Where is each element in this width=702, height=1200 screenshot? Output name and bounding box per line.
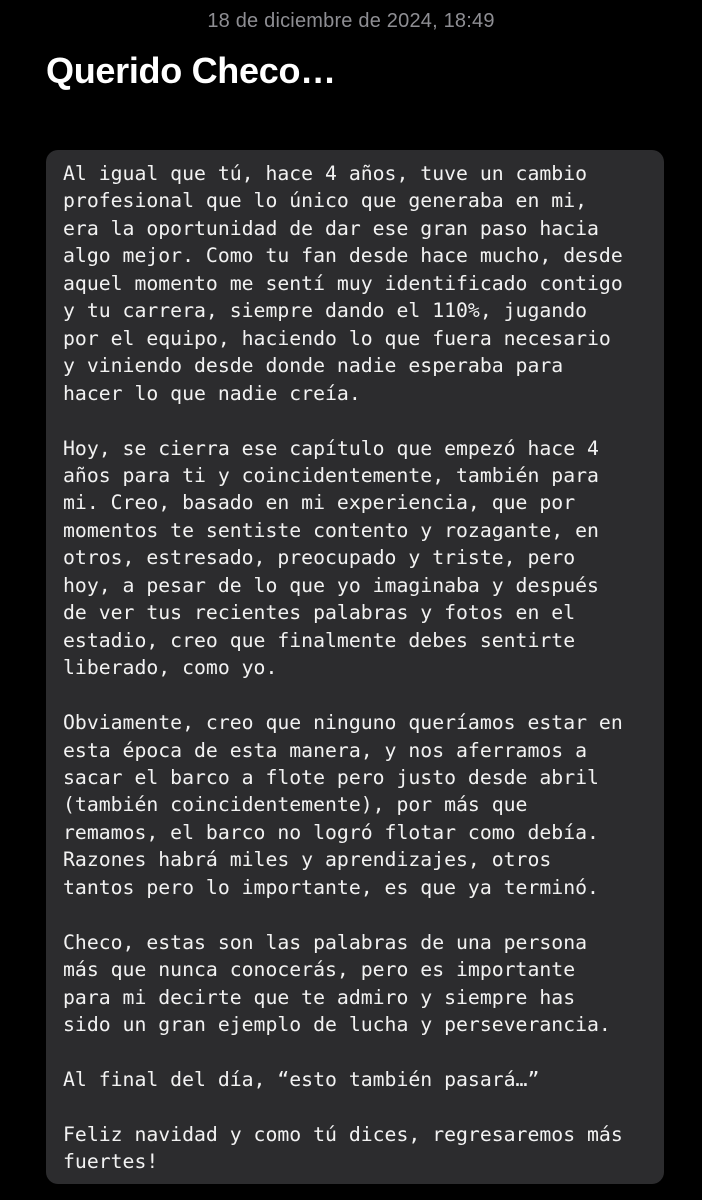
note-body-text[interactable]: Al igual que tú, hace 4 años, tuve un cambio profesional que lo único que generaba en mi, era la oportunidad de dar ese gran paso hacia algo mejor. Como tu fan desde hace mucho, desde aquel momento me sentí muy identificado contigo y tu carrera, siempre dando el 110%, jugando por el equipo, haciendo lo que fuera necesario y viniendo desde donde nadie esperaba para hacer lo que nadie creía. Hoy, se cierra ese capítulo que empezó hace 4 años para ti y coincidentemente, también para mi. Creo, basado en mi experiencia, que por momentos te sentiste contento y rozagante, en otros, estresado, preocupado y triste, pero hoy, a pesar de lo que yo imaginaba y después de ver tus recientes palabras y fotos en el estadio, creo que finalmente debes sentirte liberado, como yo. Obviamente, creo que ninguno queríamos estar en esta época de esta manera, y nos aferramos a sacar el barco a flote pero justo desde abril (también coincidentemente), por más que remamos, el barco no logró flotar como debía. Razones habrá miles y aprendizajes, otros tantos pero lo importante, es que ya terminó. Checo, estas son las palabras de una persona más que nunca conocerás, pero es importante para mi decirte que te admiro y siempre has sido un gran ejemplo de lucha y perseverancia. Al final del día, “esto también pasará…” Feliz navidad y como tú dices, regresaremos más fuertes! — [63, 162, 623, 1174]
note-timestamp: 18 de diciembre de 2024, 18:49 — [207, 10, 495, 32]
note-code-block[interactable] — [46, 150, 664, 1184]
note-title[interactable]: Querido Checo… — [46, 50, 336, 91]
